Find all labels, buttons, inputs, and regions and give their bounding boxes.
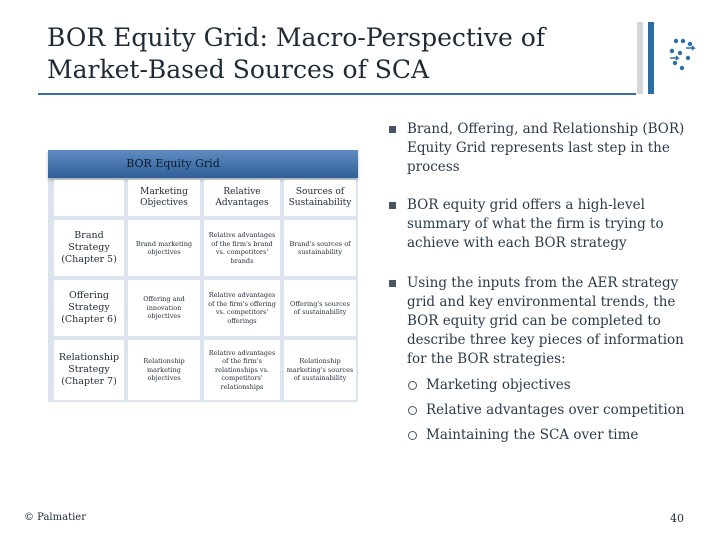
- column-header-sources-of-sustainability: Sources of Sustainability: [284, 180, 356, 216]
- square-bullet-icon: [389, 126, 396, 133]
- circle-bullet-icon: [408, 406, 417, 415]
- grid-cell: Relative advantages of the firm's brand vs. competitors' brands: [204, 220, 280, 276]
- sub-bullet-text: Marketing objectives: [426, 377, 571, 393]
- bullet-text: Brand, Offering, and Relationship (BOR) Equity Grid represents last step in the process: [407, 121, 685, 175]
- grid-cell: Relationship marketing objectives: [128, 340, 200, 400]
- decorative-bar-blue: [648, 22, 654, 94]
- decorative-bar-grey: [637, 22, 643, 94]
- bullet-text: BOR equity grid offers a high-level summary of what the firm is trying to achieve with each BOR strategy: [407, 197, 664, 251]
- row-header-offering-strategy: Offering Strategy (Chapter 6): [54, 280, 124, 336]
- grid-cell: Offering's sources of sustainability: [284, 280, 356, 336]
- sub-bullet-text: Relative advantages over competition: [426, 402, 685, 418]
- grid-cell: Relative advantages of the firm's relationships vs. competitors' relationships: [204, 340, 280, 400]
- slide-title: BOR Equity Grid: Macro-Perspective of Market-Based Sources of SCA: [47, 23, 546, 84]
- dots-arrows-logo-icon: [666, 36, 698, 74]
- sub-bullet-text: Maintaining the SCA over time: [426, 427, 639, 443]
- square-bullet-icon: [389, 202, 396, 209]
- grid-header-title: BOR Equity Grid: [126, 157, 220, 170]
- title-underline: [38, 93, 636, 95]
- grid-cell: Offering and innovation objectives: [128, 280, 200, 336]
- column-header-marketing-objectives: Marketing Objectives: [128, 180, 200, 216]
- row-header-brand-strategy: Brand Strategy (Chapter 5): [54, 220, 124, 276]
- row-header-relationship-strategy: Relationship Strategy (Chapter 7): [54, 340, 124, 400]
- circle-bullet-icon: [408, 381, 417, 390]
- grid-cell: Relationship marketing's sources of sustainability: [284, 340, 356, 400]
- grid-corner-cell: [54, 180, 124, 216]
- bullet-text: Using the inputs from the AER strategy grid and key environmental trends, the BOR equity grid can be completed to describe three key pieces of information for the BOR strategies:: [407, 275, 684, 367]
- grid-cell: Relative advantages of the firm's offering vs. competitors' offerings: [204, 280, 280, 336]
- copyright-text: © Palmatier: [24, 512, 86, 523]
- grid-header-bar: [48, 150, 358, 178]
- page-number: 40: [670, 512, 684, 525]
- square-bullet-icon: [389, 280, 396, 287]
- grid-cell: Brand's sources of sustainability: [284, 220, 356, 276]
- column-header-relative-advantages: Relative Advantages: [204, 180, 280, 216]
- circle-bullet-icon: [408, 431, 417, 440]
- grid-cell: Brand marketing objectives: [128, 220, 200, 276]
